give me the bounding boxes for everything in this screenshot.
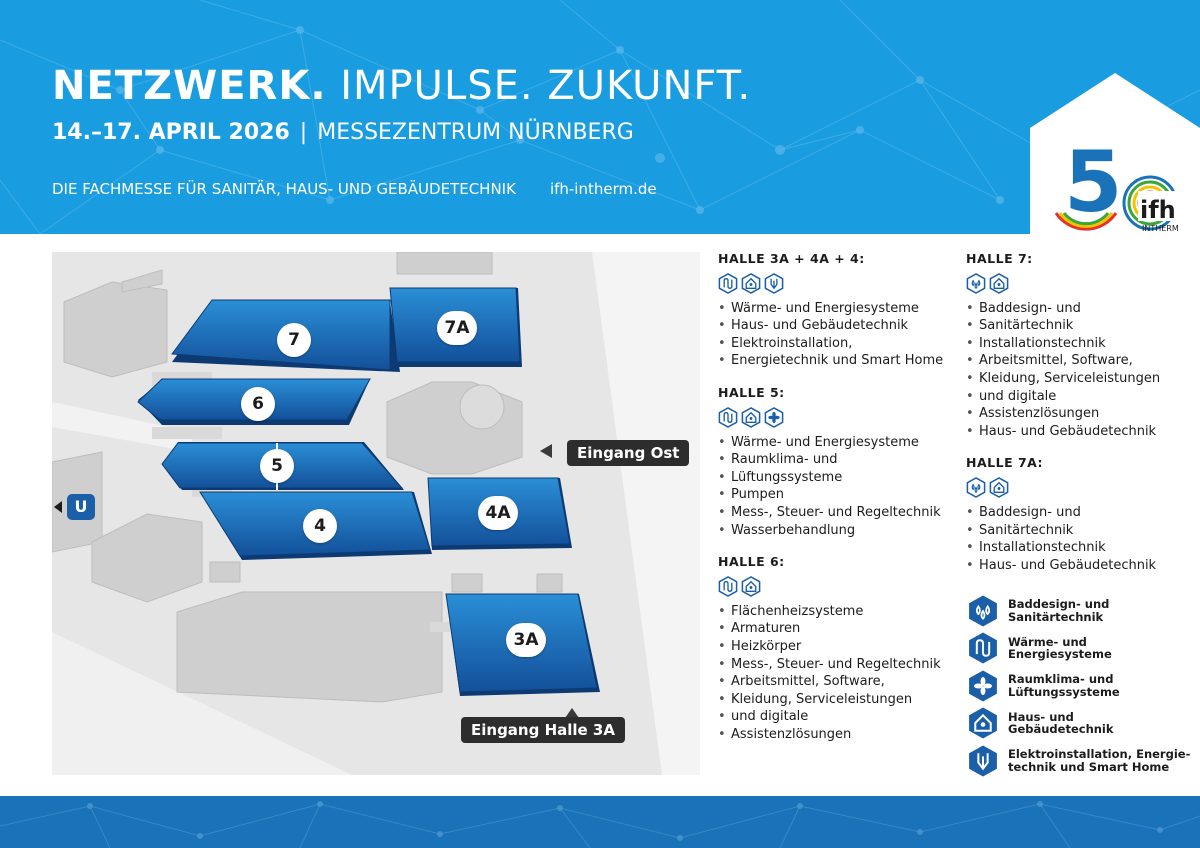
list-item: • Wasserbehandlung: [718, 522, 958, 540]
list-item-continuation: • Kleidung, Serviceleistungen: [966, 370, 1196, 388]
list-item-continuation: • Assistenzlösungen: [966, 405, 1196, 423]
section-halle-5: [718, 384, 958, 539]
list-item-continuation: • und digitale: [966, 388, 1196, 406]
heating-icon: [718, 576, 738, 597]
legend-line-1: Raumklima- und: [1008, 672, 1114, 687]
legend-text: [1008, 673, 1120, 698]
list-item: • Wärme- und Energiesysteme: [718, 434, 958, 452]
water-drops-icon: [966, 594, 1000, 628]
hall-label-6[interactable]: 6: [241, 387, 275, 421]
hall-info-column-2: [966, 250, 1196, 588]
hall-label-4[interactable]: 4: [303, 509, 337, 543]
list-item-continuation: • Assistenzlösungen: [718, 726, 958, 744]
section-title: HALLE 7A:: [966, 455, 1044, 471]
section-title: HALLE 7:: [966, 251, 1033, 266]
list-item: • Haus- und Gebäudetechnik: [966, 557, 1196, 575]
legend-item-sanitaer: [966, 592, 1196, 630]
logo-text: ifh: [1140, 196, 1176, 224]
legend-text: [1008, 748, 1190, 773]
list-item: • Heizkörper: [718, 638, 958, 656]
entrance-ost-label: Eingang Ost: [567, 440, 689, 466]
footer-band: [0, 796, 1200, 848]
section-title: HALLE 6:: [718, 554, 785, 570]
section-halle-3a-4a-4: [718, 250, 958, 370]
tagline: DIE FACHMESSE FÜR SANITÄR, HAUS- UND GEBÄUDETECHNIK: [52, 180, 516, 198]
water-drops-icon: [966, 477, 986, 498]
legend-text: [1008, 636, 1112, 661]
footer-network-pattern: [0, 796, 1200, 848]
hall-label-4a[interactable]: 4A: [478, 496, 518, 530]
list-item: • Arbeitsmittel, Software,: [966, 352, 1196, 370]
logo-number: 5: [1064, 133, 1123, 231]
ubahn-icon: U: [67, 494, 95, 520]
hall-info-column-1: [718, 250, 958, 757]
legend: [966, 592, 1196, 780]
heating-icon: [966, 631, 1000, 665]
list-item-continuation: • Energietechnik und Smart Home: [718, 352, 958, 370]
legend-text: [1008, 598, 1109, 623]
section-halle-6: [718, 553, 958, 743]
list-item: • Installationstechnik: [966, 335, 1196, 353]
event-date: 14.–17. APRIL 2026: [52, 120, 290, 145]
legend-line-2: Lüftungssysteme: [1008, 684, 1120, 699]
legend-item-haus: [966, 705, 1196, 743]
header-banner: [0, 0, 1200, 234]
website-link[interactable]: ifh-intherm.de: [549, 180, 657, 198]
list-item-continuation: • Kleidung, Serviceleistungen: [718, 691, 958, 709]
electric-icon: [966, 744, 1000, 778]
list-item: • Mess-, Steuer- und Regeltechnik: [718, 656, 958, 674]
tagline-line: [52, 178, 657, 200]
list-item: • Haus- und Gebäudetechnik: [718, 317, 958, 335]
list-item: • Pumpen: [718, 486, 958, 504]
headline: [52, 62, 751, 110]
heating-icon: [718, 273, 738, 294]
legend-line-2: Energiesysteme: [1008, 647, 1112, 662]
list-item: • Elektroinstallation,: [718, 335, 958, 353]
list-item-continuation: • Sanitärtechnik: [966, 317, 1196, 335]
legend-item-elektro: [966, 742, 1196, 780]
hall-map-drawing: [52, 252, 700, 775]
legend-line-2: Gebäudetechnik: [1008, 722, 1114, 737]
legend-line-1: Elektroinstallation, Energie-: [1008, 747, 1191, 762]
legend-text: [1008, 711, 1114, 736]
section-items: [966, 300, 1196, 441]
section-items: [966, 504, 1196, 574]
fan-icon: [764, 407, 784, 428]
separator: |: [299, 120, 308, 145]
water-drops-icon: [966, 273, 986, 294]
date-venue-line: [52, 118, 634, 148]
list-item: • Armaturen: [718, 620, 958, 638]
list-item: • Arbeitsmittel, Software,: [718, 673, 958, 691]
section-icons: [718, 576, 958, 597]
legend-line-2: technik und Smart Home: [1008, 759, 1170, 774]
list-item-continuation: • Lüftungssysteme: [718, 469, 958, 487]
list-item: • Haus- und Gebäudetechnik: [966, 423, 1196, 441]
list-item: • Wärme- und Energiesysteme: [718, 300, 958, 318]
legend-item-raumklima: [966, 667, 1196, 705]
section-title: HALLE 3A + 4A + 4:: [718, 251, 865, 266]
legend-item-waerme: [966, 630, 1196, 668]
anniversary-logo: [1030, 73, 1200, 234]
legend-line-2: Sanitärtechnik: [1008, 609, 1104, 624]
section-halle-7: [966, 250, 1196, 440]
section-halle-7a: [966, 454, 1196, 574]
house-icon: [741, 273, 761, 294]
list-item-continuation: • Sanitärtechnik: [966, 522, 1196, 540]
house-icon: [966, 706, 1000, 740]
section-icons: [718, 407, 958, 428]
section-title: HALLE 5:: [718, 384, 785, 400]
house-icon: [741, 576, 761, 597]
venue: MESSEZENTRUM NÜRNBERG: [317, 120, 634, 145]
section-items: [718, 603, 958, 744]
section-icons: [966, 477, 1196, 498]
hall-label-7[interactable]: 7: [277, 323, 311, 357]
logo-subtext: INTHERM: [1142, 224, 1179, 233]
house-icon: [989, 477, 1009, 498]
section-items: [718, 434, 958, 540]
headline-bold: NETZWERK.: [52, 63, 327, 109]
hall-label-3a[interactable]: 3A: [506, 623, 546, 657]
legend-line-1: Baddesign- und: [1008, 597, 1110, 612]
legend-line-1: Haus- und: [1008, 709, 1074, 724]
heating-icon: [718, 407, 738, 428]
hall-label-7a[interactable]: 7A: [437, 311, 477, 345]
entrance-3a-label: Eingang Halle 3A: [461, 717, 625, 743]
list-item-continuation: • und digitale: [718, 708, 958, 726]
list-item: • Mess-, Steuer- und Regeltechnik: [718, 504, 958, 522]
list-item: • Installationstechnik: [966, 539, 1196, 557]
hall-map: [52, 252, 700, 775]
section-icons: [966, 273, 1196, 294]
list-item: • Raumklima- und: [718, 451, 958, 469]
section-icons: [718, 273, 958, 294]
fan-icon: [966, 669, 1000, 703]
section-items: [718, 300, 958, 370]
electric-icon: [764, 273, 784, 294]
list-item: • Flächenheizsysteme: [718, 603, 958, 621]
house-icon: [989, 273, 1009, 294]
house-icon: [741, 407, 761, 428]
hall-label-5[interactable]: 5: [260, 449, 294, 483]
list-item: • Baddesign- und: [966, 300, 1196, 318]
list-item: • Baddesign- und: [966, 504, 1196, 522]
legend-line-1: Wärme- und: [1008, 634, 1087, 649]
headline-light: IMPULSE. ZUKUNFT.: [340, 63, 752, 109]
